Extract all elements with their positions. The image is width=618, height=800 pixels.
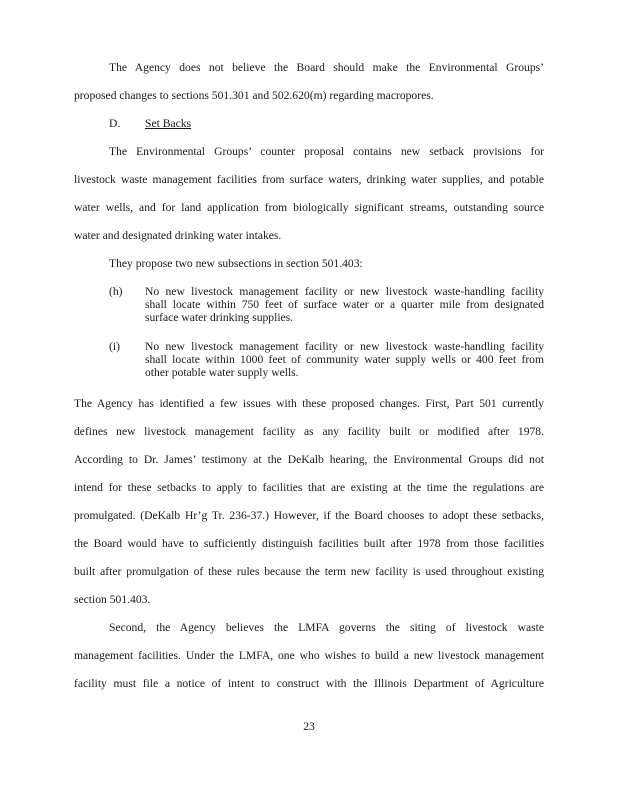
subsection-h-line-1: No new livestock management facility or new livestock waste-handling facility bbox=[145, 285, 544, 298]
paragraph-2-line-4: water and designated drinking water intakes. bbox=[74, 229, 282, 242]
subsection-i-line-1: No new livestock management facility or new livestock waste-handling facility bbox=[145, 340, 544, 353]
paragraph-1-line-1: The Agency does not believe the Board should make the Environmental Groups’ bbox=[109, 61, 544, 74]
paragraph-4-line-4: intend for these setbacks to apply to facilities that are existing at the time the regulations are bbox=[74, 481, 544, 494]
subsection-h-line-2: shall locate within 750 feet of surface water or a quarter mile from designated bbox=[145, 298, 544, 311]
paragraph-5-line-2: management facilities. Under the LMFA, one who wishes to build a new livestock management bbox=[74, 649, 544, 662]
paragraph-2-line-2: livestock waste management facilities from surface waters, drinking water supplies, and potable bbox=[74, 173, 544, 186]
page-number: 23 bbox=[303, 720, 315, 733]
paragraph-4-line-2: defines new livestock management facility as any facility built or modified after 1978. bbox=[74, 425, 544, 438]
subsection-i-line-2: shall locate within 1000 feet of community water supply wells or 400 feet from bbox=[145, 353, 544, 366]
paragraph-2-line-1: The Environmental Groups’ counter proposal contains new setback provisions for bbox=[109, 145, 544, 158]
paragraph-4-line-1: The Agency has identified a few issues with these proposed changes. First, Part 501 currently bbox=[74, 397, 544, 410]
section-label: D. bbox=[109, 117, 121, 130]
paragraph-4-line-3: According to Dr. James’ testimony at the DeKalb hearing, the Environmental Groups did not bbox=[74, 453, 544, 466]
paragraph-3-line-1: They propose two new subsections in section 501.403: bbox=[109, 257, 363, 270]
paragraph-1-line-2: proposed changes to sections 501.301 and 502.620(m) regarding macropores. bbox=[74, 89, 434, 102]
paragraph-4-line-7: built after promulgation of these rules because the term new facility is used throughout existing bbox=[74, 565, 544, 578]
subsection-i-line-3: other potable water supply wells. bbox=[145, 366, 299, 379]
paragraph-5-line-3: facility must file a notice of intent to construct with the Illinois Department of Agriculture bbox=[74, 677, 544, 690]
paragraph-4-line-8: section 501.403. bbox=[74, 593, 151, 606]
subsection-i-label: (i) bbox=[109, 340, 120, 353]
section-title: Set Backs bbox=[145, 117, 192, 130]
paragraph-4-line-6: the Board would have to sufficiently distinguish facilities built after 1978 from those facilities bbox=[74, 537, 544, 550]
paragraph-5-line-1: Second, the Agency believes the LMFA governs the siting of livestock waste bbox=[109, 621, 544, 634]
subsection-h-label: (h) bbox=[109, 285, 123, 298]
paragraph-2-line-3: water wells, and for land application from biologically significant streams, outstanding source bbox=[74, 201, 544, 214]
subsection-h-line-3: surface water drinking supplies. bbox=[145, 311, 294, 324]
paragraph-4-line-5: promulgated. (DeKalb Hr’g Tr. 236-37.) However, if the Board chooses to adopt these setbacks, bbox=[74, 509, 544, 522]
